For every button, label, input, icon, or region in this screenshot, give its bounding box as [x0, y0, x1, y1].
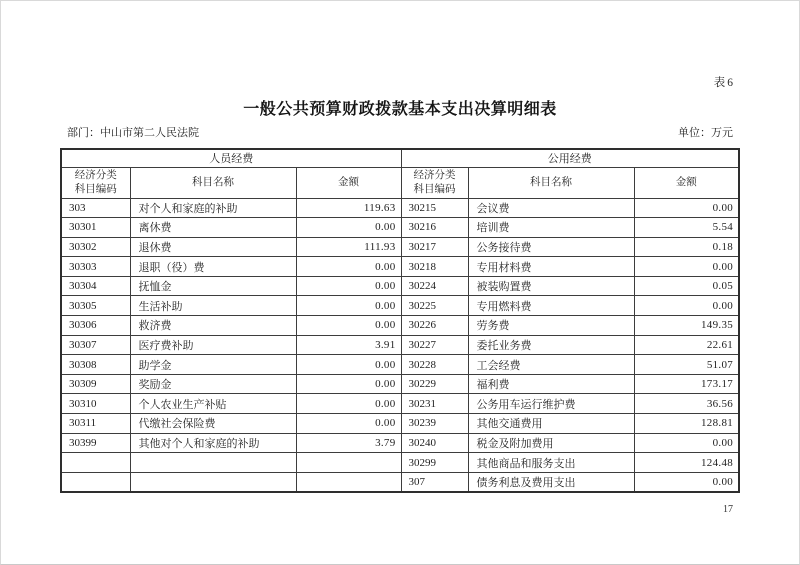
- table-row: [61, 218, 739, 238]
- code-cell: 30231: [401, 394, 468, 414]
- code-cell: 30239: [401, 414, 468, 434]
- code-cell: 30302: [61, 237, 130, 257]
- table-row: [61, 394, 739, 414]
- amount-cell: 0.18: [634, 237, 739, 257]
- subject-name-cell: 被装购置费: [468, 276, 634, 296]
- amount-cell: 3.79: [296, 433, 401, 453]
- subject-name-cell: 其他交通费用: [468, 414, 634, 434]
- amount-cell: [296, 453, 401, 473]
- code-cell: 30308: [61, 355, 130, 375]
- header-line: 科目编码: [413, 183, 456, 195]
- amount-cell: 5.54: [634, 218, 739, 238]
- amount-cell: 0.00: [634, 257, 739, 277]
- subject-name-cell: 劳务费: [468, 316, 634, 336]
- amount-cell: 119.63: [296, 198, 401, 218]
- amount-cell: 0.00: [296, 316, 401, 336]
- amount-cell: 0.00: [634, 296, 739, 316]
- subject-name-cell: 退职（役）费: [130, 257, 296, 277]
- subject-name-cell: 对个人和家庭的补助: [130, 198, 296, 218]
- subject-name-cell: 培训费: [468, 218, 634, 238]
- subject-name-cell: 专用材料费: [468, 257, 634, 277]
- unit-label: 单位：万元: [678, 127, 733, 139]
- amount-header: 金额: [296, 167, 401, 198]
- code-cell: 30218: [401, 257, 468, 277]
- code-cell: 30229: [401, 374, 468, 394]
- amount-cell: 0.00: [296, 276, 401, 296]
- subject-name-cell: 其他对个人和家庭的补助: [130, 433, 296, 453]
- amount-cell: 173.17: [634, 374, 739, 394]
- code-cell: 30301: [61, 218, 130, 238]
- subject-name-cell: 代缴社会保险费: [130, 414, 296, 434]
- department-label: 部门：中山市第二人民法院: [67, 127, 199, 139]
- amount-cell: 51.07: [634, 355, 739, 375]
- header-line: 经济分类: [413, 169, 456, 181]
- amount-cell: 0.05: [634, 276, 739, 296]
- amount-cell: [296, 472, 401, 492]
- subject-name-cell: 福利费: [468, 374, 634, 394]
- table-number-label: 表6: [713, 77, 735, 89]
- table-row: [61, 355, 739, 375]
- subject-name-cell: 公务用车运行维护费: [468, 394, 634, 414]
- code-cell: 30217: [401, 237, 468, 257]
- subject-name-cell: 生活补助: [130, 296, 296, 316]
- personnel-funds-header: 人员经费: [61, 149, 401, 167]
- page-number: 17: [723, 504, 733, 515]
- subject-name-cell: 会议费: [468, 198, 634, 218]
- public-funds-header: 公用经费: [401, 149, 739, 167]
- subject-name-cell: 奖励金: [130, 374, 296, 394]
- code-cell: 30310: [61, 394, 130, 414]
- subject-name-cell: 助学金: [130, 355, 296, 375]
- amount-cell: 0.00: [634, 198, 739, 218]
- code-cell: 30399: [61, 433, 130, 453]
- code-cell: 30303: [61, 257, 130, 277]
- amount-cell: 0.00: [296, 374, 401, 394]
- code-cell: [61, 472, 130, 492]
- code-cell: 30224: [401, 276, 468, 296]
- amount-cell: 0.00: [296, 257, 401, 277]
- table-row: [61, 276, 739, 296]
- expenditure-detail-table: [60, 148, 740, 493]
- subject-name-cell: 税金及附加费用: [468, 433, 634, 453]
- table-row: [61, 374, 739, 394]
- amount-cell: 36.56: [634, 394, 739, 414]
- code-cell: 30305: [61, 296, 130, 316]
- code-cell: 30311: [61, 414, 130, 434]
- economic-code-header: [401, 167, 468, 198]
- column-header-row: [61, 167, 739, 198]
- header-line: 科目编码: [74, 183, 117, 195]
- subject-name-cell: [130, 453, 296, 473]
- amount-cell: 0.00: [296, 355, 401, 375]
- amount-cell: 124.48: [634, 453, 739, 473]
- table-row: [61, 414, 739, 434]
- subject-name-cell: 工会经费: [468, 355, 634, 375]
- code-cell: 30309: [61, 374, 130, 394]
- code-cell: 30226: [401, 316, 468, 336]
- code-cell: 30225: [401, 296, 468, 316]
- amount-cell: 149.35: [634, 316, 739, 336]
- subject-name-cell: 专用燃料费: [468, 296, 634, 316]
- subject-name-cell: 公务接待费: [468, 237, 634, 257]
- amount-cell: 0.00: [634, 433, 739, 453]
- code-cell: 30304: [61, 276, 130, 296]
- amount-cell: 0.00: [296, 394, 401, 414]
- economic-code-header: [61, 167, 130, 198]
- subject-name-cell: 离休费: [130, 218, 296, 238]
- subject-name-cell: 医疗费补助: [130, 335, 296, 355]
- amount-cell: 0.00: [296, 218, 401, 238]
- amount-cell: 111.93: [296, 237, 401, 257]
- subject-name-cell: [130, 472, 296, 492]
- amount-cell: 0.00: [634, 472, 739, 492]
- subject-name-cell: 救济费: [130, 316, 296, 336]
- subject-name-cell: 债务利息及费用支出: [468, 472, 634, 492]
- code-cell: 30307: [61, 335, 130, 355]
- amount-cell: 22.61: [634, 335, 739, 355]
- code-cell: 303: [61, 198, 130, 218]
- table-row: [61, 296, 739, 316]
- code-cell: 30216: [401, 218, 468, 238]
- subject-name-cell: 抚恤金: [130, 276, 296, 296]
- amount-cell: 0.00: [296, 414, 401, 434]
- code-cell: [61, 453, 130, 473]
- subject-name-header: 科目名称: [130, 167, 296, 198]
- code-cell: 30240: [401, 433, 468, 453]
- table-row: [61, 433, 739, 453]
- amount-header: 金额: [634, 167, 739, 198]
- subject-name-cell: 个人农业生产补贴: [130, 394, 296, 414]
- code-cell: 30215: [401, 198, 468, 218]
- table-row: [61, 335, 739, 355]
- amount-cell: 3.91: [296, 335, 401, 355]
- subject-name-cell: 委托业务费: [468, 335, 634, 355]
- amount-cell: 0.00: [296, 296, 401, 316]
- amount-cell: 128.81: [634, 414, 739, 434]
- table-row: [61, 453, 739, 473]
- page-title: 一般公共预算财政拨款基本支出决算明细表: [243, 101, 557, 118]
- subject-name-cell: 其他商品和服务支出: [468, 453, 634, 473]
- subject-name-cell: 退休费: [130, 237, 296, 257]
- code-cell: 30228: [401, 355, 468, 375]
- table-row: [61, 472, 739, 492]
- meta-row: [67, 124, 733, 140]
- code-cell: 30227: [401, 335, 468, 355]
- header-line: 经济分类: [74, 169, 117, 181]
- table-row: [61, 198, 739, 218]
- code-cell: 30306: [61, 316, 130, 336]
- table-row: [61, 257, 739, 277]
- table-body: [61, 198, 739, 492]
- table-row: [61, 316, 739, 336]
- table-row: [61, 237, 739, 257]
- code-cell: 307: [401, 472, 468, 492]
- subject-name-header: 科目名称: [468, 167, 634, 198]
- code-cell: 30299: [401, 453, 468, 473]
- group-header-row: [61, 149, 739, 167]
